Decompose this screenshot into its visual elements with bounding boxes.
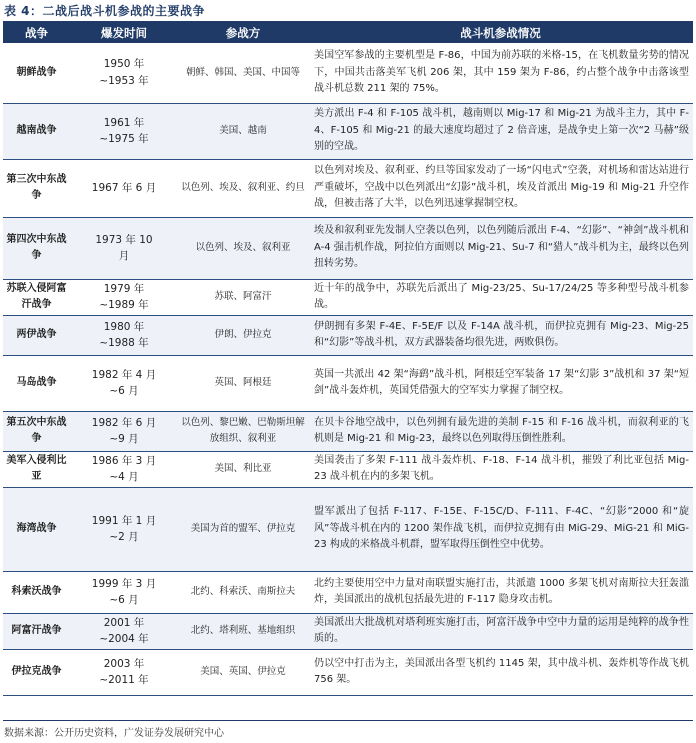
war-time: 1979 年 ~1989 年 <box>70 279 178 315</box>
source-note: 数据来源：公开历史资料，广发证券发展研究中心 <box>4 728 224 739</box>
war-name: 伊拉克战争 <box>3 649 70 695</box>
war-description: 美国派出大批战机对塔利班实施打击，阿富汗战争中空中力量的运用是纯粹的战争性质的。 <box>308 613 693 649</box>
war-description: 在贝卡谷地空战中，以色列拥有最先进的美制 F-15 和 F-16 战斗机，而叙利亚的飞机则是 Mig-21 和 Mig-23，最终以色列取得压倒性胜利。 <box>308 411 693 451</box>
war-description: 北约主要使用空中力量对南联盟实施打击，共派遣 1000 多架飞机对南斯拉夫狂轰滥炸，美国派出的战机包括最先进的 F-117 隐身攻击机。 <box>308 571 693 613</box>
table-row <box>3 103 693 159</box>
war-parties: 北约、科索沃、南斯拉夫 <box>178 571 308 613</box>
war-parties: 伊朗、伊拉克 <box>178 315 308 355</box>
war-description: 以色列对埃及、叙利亚、约旦等国家发动了一场“闪电式”空袭，对机场和雷达站进行严重破坏，空战中以色列派出“幻影”战斗机，埃及首派出 Mig-19 和 Mig-21 升空作战，但被击落了大半，以色列迅速掌握制空权。 <box>308 159 693 217</box>
wars-table <box>3 23 693 696</box>
war-description: 盟军派出了包括 F-117、F-15E、F-15C/D、F-111、F-4C、“幻影”2000 和“旋风”等战斗机在内的 1200 架作战飞机，而伊拉克拥有由 MiG-29、MiG-21 和 MiG-23 构成的米格战斗机群，盟军取得压倒性空中优势。 <box>308 487 693 571</box>
table-row <box>3 487 693 571</box>
table-row <box>3 217 693 279</box>
war-parties: 朝鲜、韩国、美国、中国等 <box>178 43 308 103</box>
header-parties: 参战方 <box>178 23 308 43</box>
war-parties: 北约、塔利班、基地组织 <box>178 613 308 649</box>
war-name: 海湾战争 <box>3 487 70 571</box>
war-time: 1961 年 ~1975 年 <box>70 103 178 159</box>
header-fighter-situation: 战斗机参战情况 <box>308 23 693 43</box>
war-time: 1967 年 6 月 <box>70 159 178 217</box>
war-time: 1950 年 ~1953 年 <box>70 43 178 103</box>
table-row <box>3 613 693 649</box>
war-parties: 美国为首的盟军、伊拉克 <box>178 487 308 571</box>
war-name: 科索沃战争 <box>3 571 70 613</box>
war-description: 仍以空中打击为主，美国派出各型飞机约 1145 架，其中战斗机、轰炸机等作战飞机 756 架。 <box>308 649 693 695</box>
table-row <box>3 411 693 451</box>
war-name: 朝鲜战争 <box>3 43 70 103</box>
war-description: 美国空军参战的主要机型是 F-86，中国为前苏联的米格-15，在飞机数量劣势的情况下，中国共击落美军飞机 206 架，其中 159 架为 F-86，约占整个战争中击落该型战斗机总数 211 架的 75%。 <box>308 43 693 103</box>
table-row <box>3 159 693 217</box>
war-parties: 美国、越南 <box>178 103 308 159</box>
table-row <box>3 43 693 103</box>
war-parties: 美国、利比亚 <box>178 451 308 487</box>
war-parties: 以色列、黎巴嫩、巴勒斯坦解放组织、叙利亚 <box>178 411 308 451</box>
war-parties: 苏联、阿富汗 <box>178 279 308 315</box>
war-parties: 美国、英国、伊拉克 <box>178 649 308 695</box>
table-row <box>3 649 693 695</box>
table-title: 表 4：二战后战斗机参战的主要战争 <box>4 4 206 18</box>
war-name: 第五次中东战争 <box>3 411 70 451</box>
war-name: 第三次中东战争 <box>3 159 70 217</box>
table-row <box>3 355 693 411</box>
war-description: 伊朗拥有多架 F-4E、F-5E/F 以及 F-14A 战斗机，而伊拉克拥有 Mig-23、Mig-25 和“幻影”等战斗机，双方武器装备均很先进，两败俱伤。 <box>308 315 693 355</box>
table-row <box>3 315 693 355</box>
war-name: 阿富汗战争 <box>3 613 70 649</box>
war-description: 美国袭击了多架 F-111 战斗轰炸机、F-18、F-14 战斗机，摧毁了利比亚包括 Mig-23 战斗机在内的多架飞机。 <box>308 451 693 487</box>
war-name: 苏联入侵阿富汗战争 <box>3 279 70 315</box>
war-name: 美军入侵利比亚 <box>3 451 70 487</box>
bottom-divider <box>3 720 693 721</box>
header-time: 爆发时间 <box>70 23 178 43</box>
war-description: 近十年的战争中，苏联先后派出了 Mig-23/25、Su-17/24/25 等多种型号战斗机参战。 <box>308 279 693 315</box>
war-name: 第四次中东战争 <box>3 217 70 279</box>
war-time: 1980 年 ~1988 年 <box>70 315 178 355</box>
table-header-row <box>3 23 693 43</box>
war-name: 越南战争 <box>3 103 70 159</box>
war-time: 1982 年 4 月 ~6 月 <box>70 355 178 411</box>
war-description: 美方派出 F-4 和 F-105 战斗机，越南则以 Mig-17 和 Mig-21 为战斗主力，其中 F-4、F-105 和 Mig-21 的最大速度均超过了 2 倍音速，是战争史上第一次“2 马赫”级别的空战。 <box>308 103 693 159</box>
war-time: 2003 年 ~2011 年 <box>70 649 178 695</box>
war-time: 1982 年 6 月 ~9 月 <box>70 411 178 451</box>
war-description: 英国一共派出 42 架“海鹞”战斗机，阿根廷空军装备 17 架“幻影 3”战机和 37 架“短剑”战斗轰炸机，英国凭借强大的空军实力掌握了制空权。 <box>308 355 693 411</box>
war-parties: 以色列、埃及、叙利亚 <box>178 217 308 279</box>
war-time: 1973 年 10 月 <box>70 217 178 279</box>
war-parties: 以色列、埃及、叙利亚、约旦 <box>178 159 308 217</box>
table-row <box>3 451 693 487</box>
war-time: 1991 年 1 月 ~2 月 <box>70 487 178 571</box>
war-description: 埃及和叙利亚先发制人空袭以色列，以色列随后派出 F-4、“幻影”、“神剑”战斗机和 A-4 强击机作战，阿拉伯方面则以 Mig-21、Su-7 和“猎人”战斗机为主，最终以色列扭转劣势。 <box>308 217 693 279</box>
war-name: 马岛战争 <box>3 355 70 411</box>
header-war: 战争 <box>3 23 70 43</box>
war-time: 1999 年 3 月 ~6 月 <box>70 571 178 613</box>
war-time: 2001 年 ~2004 年 <box>70 613 178 649</box>
table-row <box>3 571 693 613</box>
war-time: 1986 年 3 月 ~4 月 <box>70 451 178 487</box>
war-parties: 英国、阿根廷 <box>178 355 308 411</box>
table-row <box>3 279 693 315</box>
war-name: 两伊战争 <box>3 315 70 355</box>
